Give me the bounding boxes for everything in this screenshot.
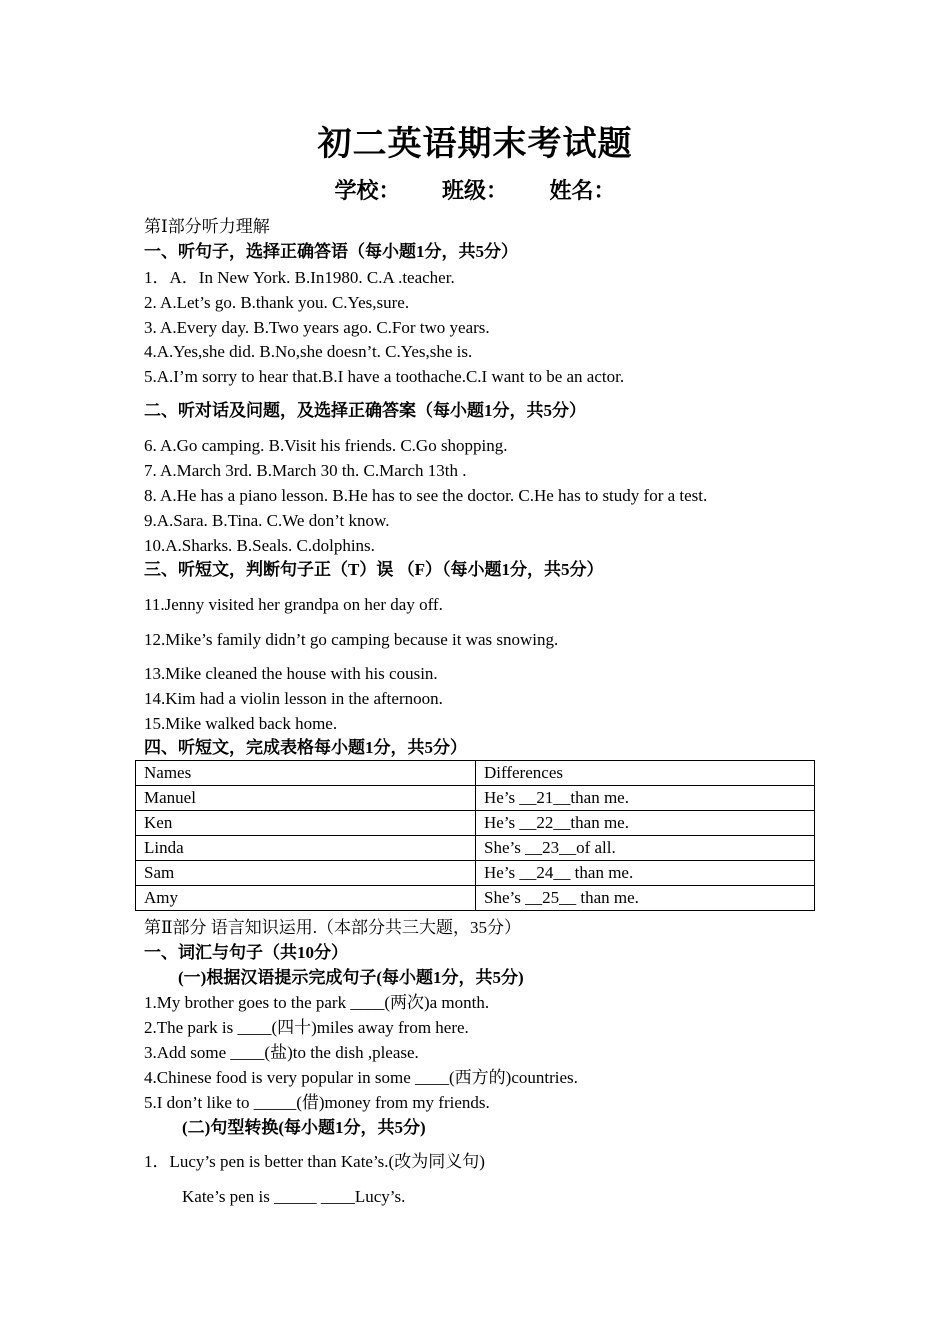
question-15: 15.Mike walked back home. (144, 714, 338, 733)
difference-prefix: He’s (484, 788, 520, 807)
table-header-row (136, 761, 815, 786)
part2-heading: 第Ⅱ部分 语言知识运用.（本部分共三大题，35分） (144, 918, 522, 937)
table-row (136, 861, 815, 886)
answer-blank: __25__ (525, 888, 577, 907)
answer-blank: __21__ (519, 788, 571, 807)
part1-sec1-heading: 一、听句子，选择正确答语（每小题1分，共5分） (144, 242, 518, 261)
part2-sec1-heading: 一、词汇与句子（共10分） (144, 943, 348, 962)
question-4: 4.A.Yes,she did. B.No,she doesn’t. C.Yes,she is. (144, 342, 473, 361)
name-field: 姓名： (549, 178, 616, 203)
part1-sec2-heading: 二、听对话及问题，及选择正确答案（每小题1分，共5分） (144, 401, 586, 420)
answer-blank: __24__ (519, 863, 571, 882)
vocab-question-3: 3.Add some ____(盐)to the dish ,please. (144, 1043, 419, 1062)
vocab-question-2: 2.The park is ____(四十)miles away from here. (144, 1018, 469, 1037)
question-1: 1．A．In New York. B.In1980. C.A .teacher. (144, 268, 455, 287)
table-cell-name: Linda (136, 836, 476, 861)
difference-prefix: He’s (484, 863, 520, 882)
difference-prefix: She’s (484, 888, 526, 907)
vocab-question-4: 4.Chinese food is very popular in some ____(西方的)countries. (144, 1068, 578, 1087)
answer-blank: __22__ (519, 813, 571, 832)
differences-table (135, 760, 815, 911)
answer-blank: __23__ (525, 838, 577, 857)
question-8: 8. A.He has a piano lesson. B.He has to see the doctor. C.He has to study for a test. (144, 486, 708, 505)
part1-sec3-heading: 三、听短文，判断句子正（T）误 （F）（每小题1分，共5分） (144, 560, 604, 579)
table-cell-difference (476, 861, 815, 886)
table-header-differences: Differences (476, 761, 815, 786)
vocab-question-1: 1.My brother goes to the park ____(两次)a month. (144, 993, 490, 1012)
table-header-names: Names (136, 761, 476, 786)
question-3: 3. A.Every day. B.Two years ago. C.For two years. (144, 318, 490, 337)
difference-suffix: of all. (576, 838, 616, 857)
table-cell-name: Ken (136, 811, 476, 836)
table-cell-difference (476, 786, 815, 811)
difference-suffix: than me. (576, 888, 639, 907)
table-row (136, 786, 815, 811)
table-cell-difference (476, 886, 815, 911)
question-7: 7. A.March 3rd. B.March 30 th. C.March 13th . (144, 461, 467, 480)
part1-heading: 第Ⅰ部分听力理解 (144, 217, 270, 236)
class-field: 班级： (441, 178, 508, 203)
question-12: 12.Mike’s family didn’t go camping because it was snowing. (144, 630, 559, 649)
table-row (136, 811, 815, 836)
student-info-fields (0, 174, 950, 205)
transform-answer-1: Kate’s pen is _____ ____Lucy’s. (182, 1187, 406, 1206)
table-cell-difference (476, 811, 815, 836)
school-field: 学校： (334, 178, 401, 203)
table-row (136, 836, 815, 861)
question-2: 2. A.Let’s go. B.thank you. C.Yes,sure. (144, 293, 410, 312)
question-9: 9.A.Sara. B.Tina. C.We don’t know. (144, 511, 390, 530)
table-row (136, 886, 815, 911)
question-13: 13.Mike cleaned the house with his cousin. (144, 664, 438, 683)
table-cell-name: Manuel (136, 786, 476, 811)
transform-question-1: 1．Lucy’s pen is better than Kate’s.(改为同义句) (144, 1152, 485, 1171)
question-11: 11.Jenny visited her grandpa on her day off. (144, 595, 443, 614)
table-cell-name: Amy (136, 886, 476, 911)
vocab-question-5: 5.I don’t like to _____(借)money from my friends. (144, 1093, 490, 1112)
question-14: 14.Kim had a violin lesson in the afternoon. (144, 689, 443, 708)
question-10: 10.A.Sharks. B.Seals. C.dolphins. (144, 536, 375, 555)
difference-suffix: than me. (570, 788, 629, 807)
exam-title: 初二英语期末考试题 (317, 126, 633, 163)
difference-suffix: than me. (570, 813, 629, 832)
table-cell-difference (476, 836, 815, 861)
part2-sub1-heading: (一)根据汉语提示完成句子(每小题1分，共5分) (178, 968, 524, 987)
part1-sec4-heading: 四、听短文，完成表格每小题1分，共5分） (144, 738, 467, 757)
question-6: 6. A.Go camping. B.Visit his friends. C.Go shopping. (144, 436, 508, 455)
table-cell-name: Sam (136, 861, 476, 886)
question-5: 5.A.I’m sorry to hear that.B.I have a toothache.C.I want to be an actor. (144, 367, 625, 386)
difference-prefix: She’s (484, 838, 526, 857)
difference-suffix: than me. (570, 863, 634, 882)
difference-prefix: He’s (484, 813, 520, 832)
part2-sub2-heading: (二)句型转换(每小题1分，共5分) (182, 1118, 426, 1137)
